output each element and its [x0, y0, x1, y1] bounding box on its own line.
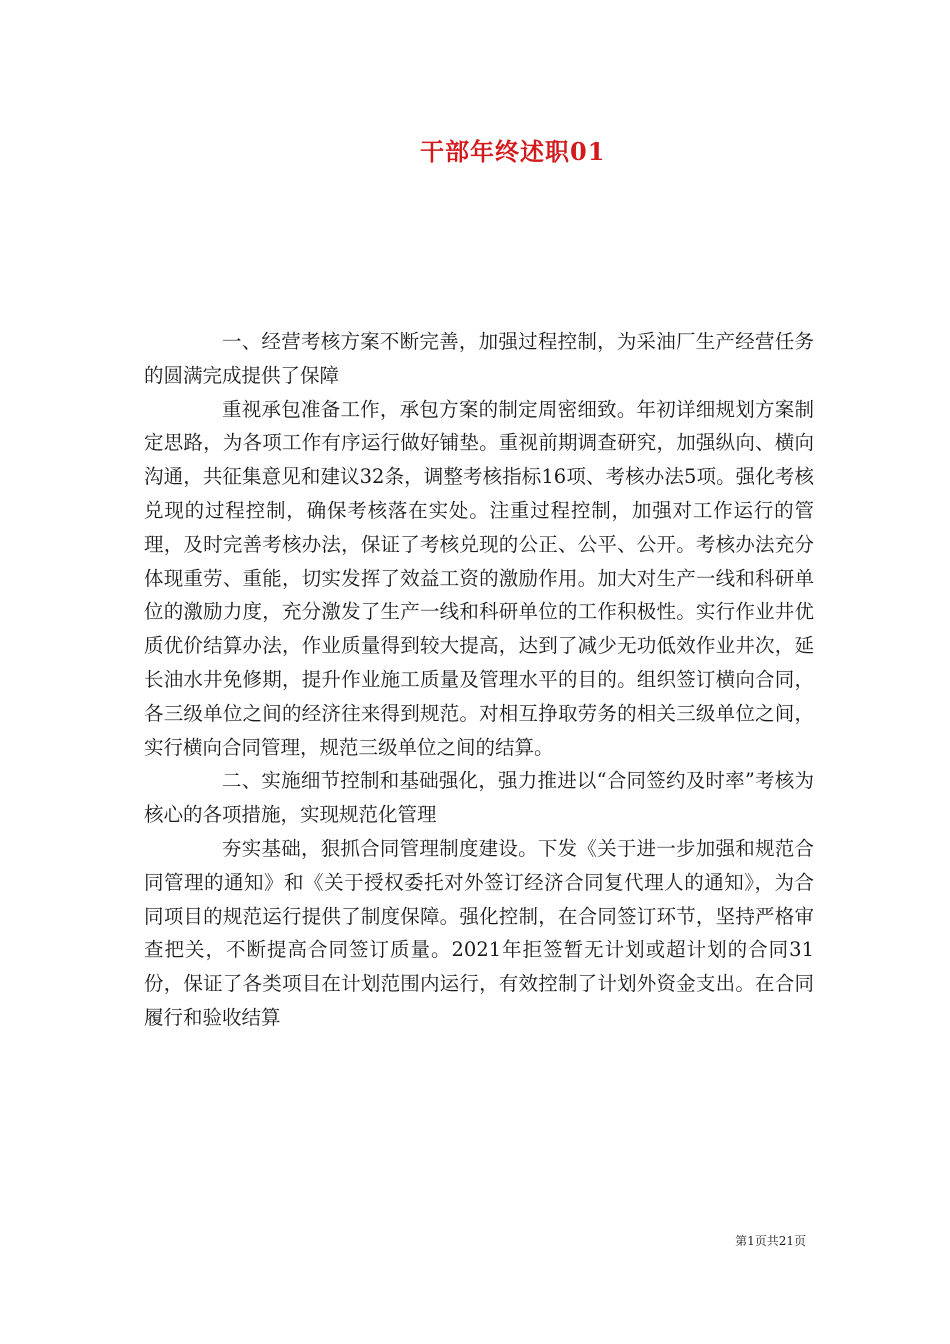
section-heading-1: 一、经营考核方案不断完善，加强过程控制，为采油厂生产经营任务的圆满完成提供了保障 [144, 330, 814, 387]
body-paragraph-1: 重视承包准备工作，承包方案的制定周密细致。年初详细规划方案制定思路，为各项工作有序运行做好铺垫。重视前期调查研究，加强纵向、横向沟通，共征集意见和建议32条，调整考核指标16项、考核办法5项。强化考核兑现的过程控制，确保考核落在实处。注重过程控制，加强对工作运行的管理，及时完善考核办法，保证了考核兑现的公正、公平、公开。考核办法充分体现重劳、重能，切实发挥了效益工资的激励作用。加大对生产一线和科研单位的激励力度，充分激发了生产一线和科研单位的工作积极性。实行作业井优质优价结算办法，作业质量得到较大提高，达到了减少无功低效作业井次，延长油水井免修期，提升作业施工质量及管理水平的目的。组织签订横向合同，各三级单位之间的经济往来得到规范。对相互挣取劳务的相关三级单位之间，实行横向合同管理，规范三级单位之间的结算。 [144, 397, 814, 759]
page-number-footer: 第1页共21页 [735, 1234, 806, 1248]
document-body [144, 325, 814, 1035]
document-title: 干部年终述职01 [420, 137, 606, 166]
body-paragraph-2: 夯实基础，狠抓合同管理制度建设。下发《关于进一步加强和规范合同管理的通知》和《关于授权委托对外签订经济合同复代理人的通知》，为合同项目的规范运行提供了制度保障。强化控制，在合同签订环节，坚持严格审查把关，不断提高合同签订质量。2021年拒签暂无计划或超计划的合同31份，保证了各类项目在计划范围内运行，有效控制了计划外资金支出。在合同履行和验收结算 [144, 836, 814, 1029]
section-heading-2: 二、实施细节控制和基础强化，强力推进以“合同签约及时率”考核为核心的各项措施，实现规范化管理 [144, 769, 814, 827]
